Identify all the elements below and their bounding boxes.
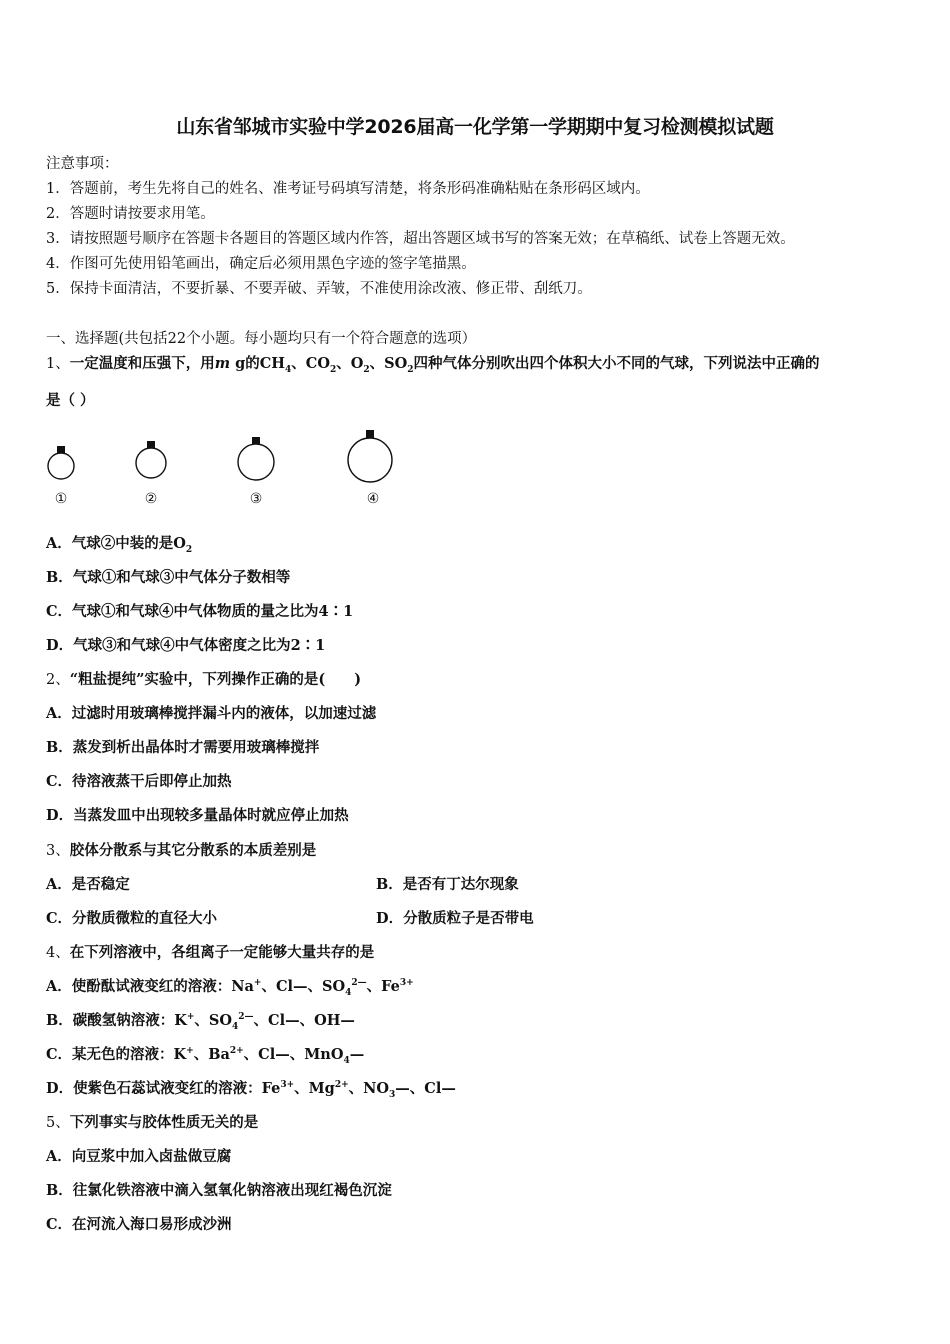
option-c: C．在河流入海口易形成沙洲 [46,1216,232,1233]
option-a: A．是否稳定 [46,876,130,893]
option-d: D．气球③和气球④中气体密度之比为2∶1 [46,637,326,654]
question-4-stem: 4、在下列溶液中，各组离子一定能够大量共存的是 [46,944,375,961]
balloon-label: ② [144,491,158,507]
balloon-4 [348,438,392,482]
question-1-stem: 1、一定温度和压强下，用m g的$CH_4$、$CO_2$、$O_2$、$SO_2$四种气体分别吹出四个体积大小不同的气球，下列说法中正确的 [46,355,820,375]
option-c: C．分散质微粒的直径大小 [46,910,218,927]
question-2-stem: 2、“粗盐提纯”实验中，下列操作正确的是( ) [46,671,362,688]
balloon-1-tie [57,446,65,453]
option-b: B．碳酸氢钠溶液：K+、$SO_4^{2—}$、Cl—、OH— [46,1012,355,1032]
option-d: D．使紫色石蕊试液变红的溶液：$Fe^{3+}$、$Mg^{2+}$、$NO_3—$、Cl— [46,1080,456,1100]
page-title: 山东省邹城市实验中学2026届高一化学第一学期期中复习检测模拟试题 [176,116,774,138]
balloon-label: ④ [366,491,380,507]
option-b: B．往氯化铁溶液中滴入氢氧化钠溶液出现红褐色沉淀 [46,1182,392,1199]
balloon-figure [40,428,420,510]
balloon-3 [238,444,274,480]
option-a: A．过滤时用玻璃棒搅拌漏斗内的液体，以加速过滤 [46,705,377,722]
balloon-3-tie [252,437,260,444]
notice-item: 2．答题时请按要求用笔。 [46,206,215,222]
option-d: D．分散质粒子是否带电 [376,910,534,927]
option-b: B．蒸发到析出晶体时才需要用玻璃棒搅拌 [46,739,320,756]
notice-heading: 注意事项： [46,156,119,172]
question-5-stem: 5、下列事实与胶体性质无关的是 [46,1114,259,1131]
balloon-label: ① [54,491,68,507]
option-a: A．向豆浆中加入卤盐做豆腐 [46,1148,232,1165]
section-heading: 一、选择题(共包括22个小题。每小题均只有一个符合题意的选项） [46,331,477,347]
balloon-2 [136,448,166,478]
option-c: C．气球①和气球④中气体物质的量之比为4∶1 [46,603,354,620]
option-b: B．气球①和气球③中气体分子数相等 [46,569,291,586]
notice-item: 3．请按照题号顺序在答题卡各题目的答题区域内作答，超出答题区域书写的答案无效；在草稿纸、试卷上答题无效。 [46,231,795,247]
question-1-stem-cont: 是（ ） [46,392,95,409]
option-a: A．使酚酞试液变红的溶液：Na+、Cl—、$SO_4^{2—}$、$Fe^{3+}$ [46,978,414,998]
notice-item: 5．保持卡面清洁，不要折暴、不要弄破、弄皱，不准使用涂改液、修正带、刮纸刀。 [46,281,592,297]
option-c: C．待溶液蒸干后即停止加热 [46,773,232,790]
notice-item: 4．作图可先使用铅笔画出，确定后必须用黑色字迹的签字笔描黑。 [46,256,476,272]
question-3-stem: 3、胶体分散系与其它分散系的本质差别是 [46,842,317,859]
notice-item: 1．答题前，考生先将自己的姓名、准考证号码填写清楚，将条形码准确粘贴在条形码区域内。 [46,181,650,197]
balloon-2-tie [147,441,155,448]
balloon-4-tie [366,430,374,438]
option-c: C．某无色的溶液：K+、$Ba^{2+}$、Cl—、MnO$_4$— [46,1046,365,1066]
balloon-label: ③ [249,491,263,507]
option-a: A．气球②中装的是$O_2$ [46,535,193,555]
balloon-1 [48,453,74,479]
option-b: B．是否有丁达尔现象 [376,876,519,893]
option-d: D．当蒸发皿中出现较多量晶体时就应停止加热 [46,807,349,824]
